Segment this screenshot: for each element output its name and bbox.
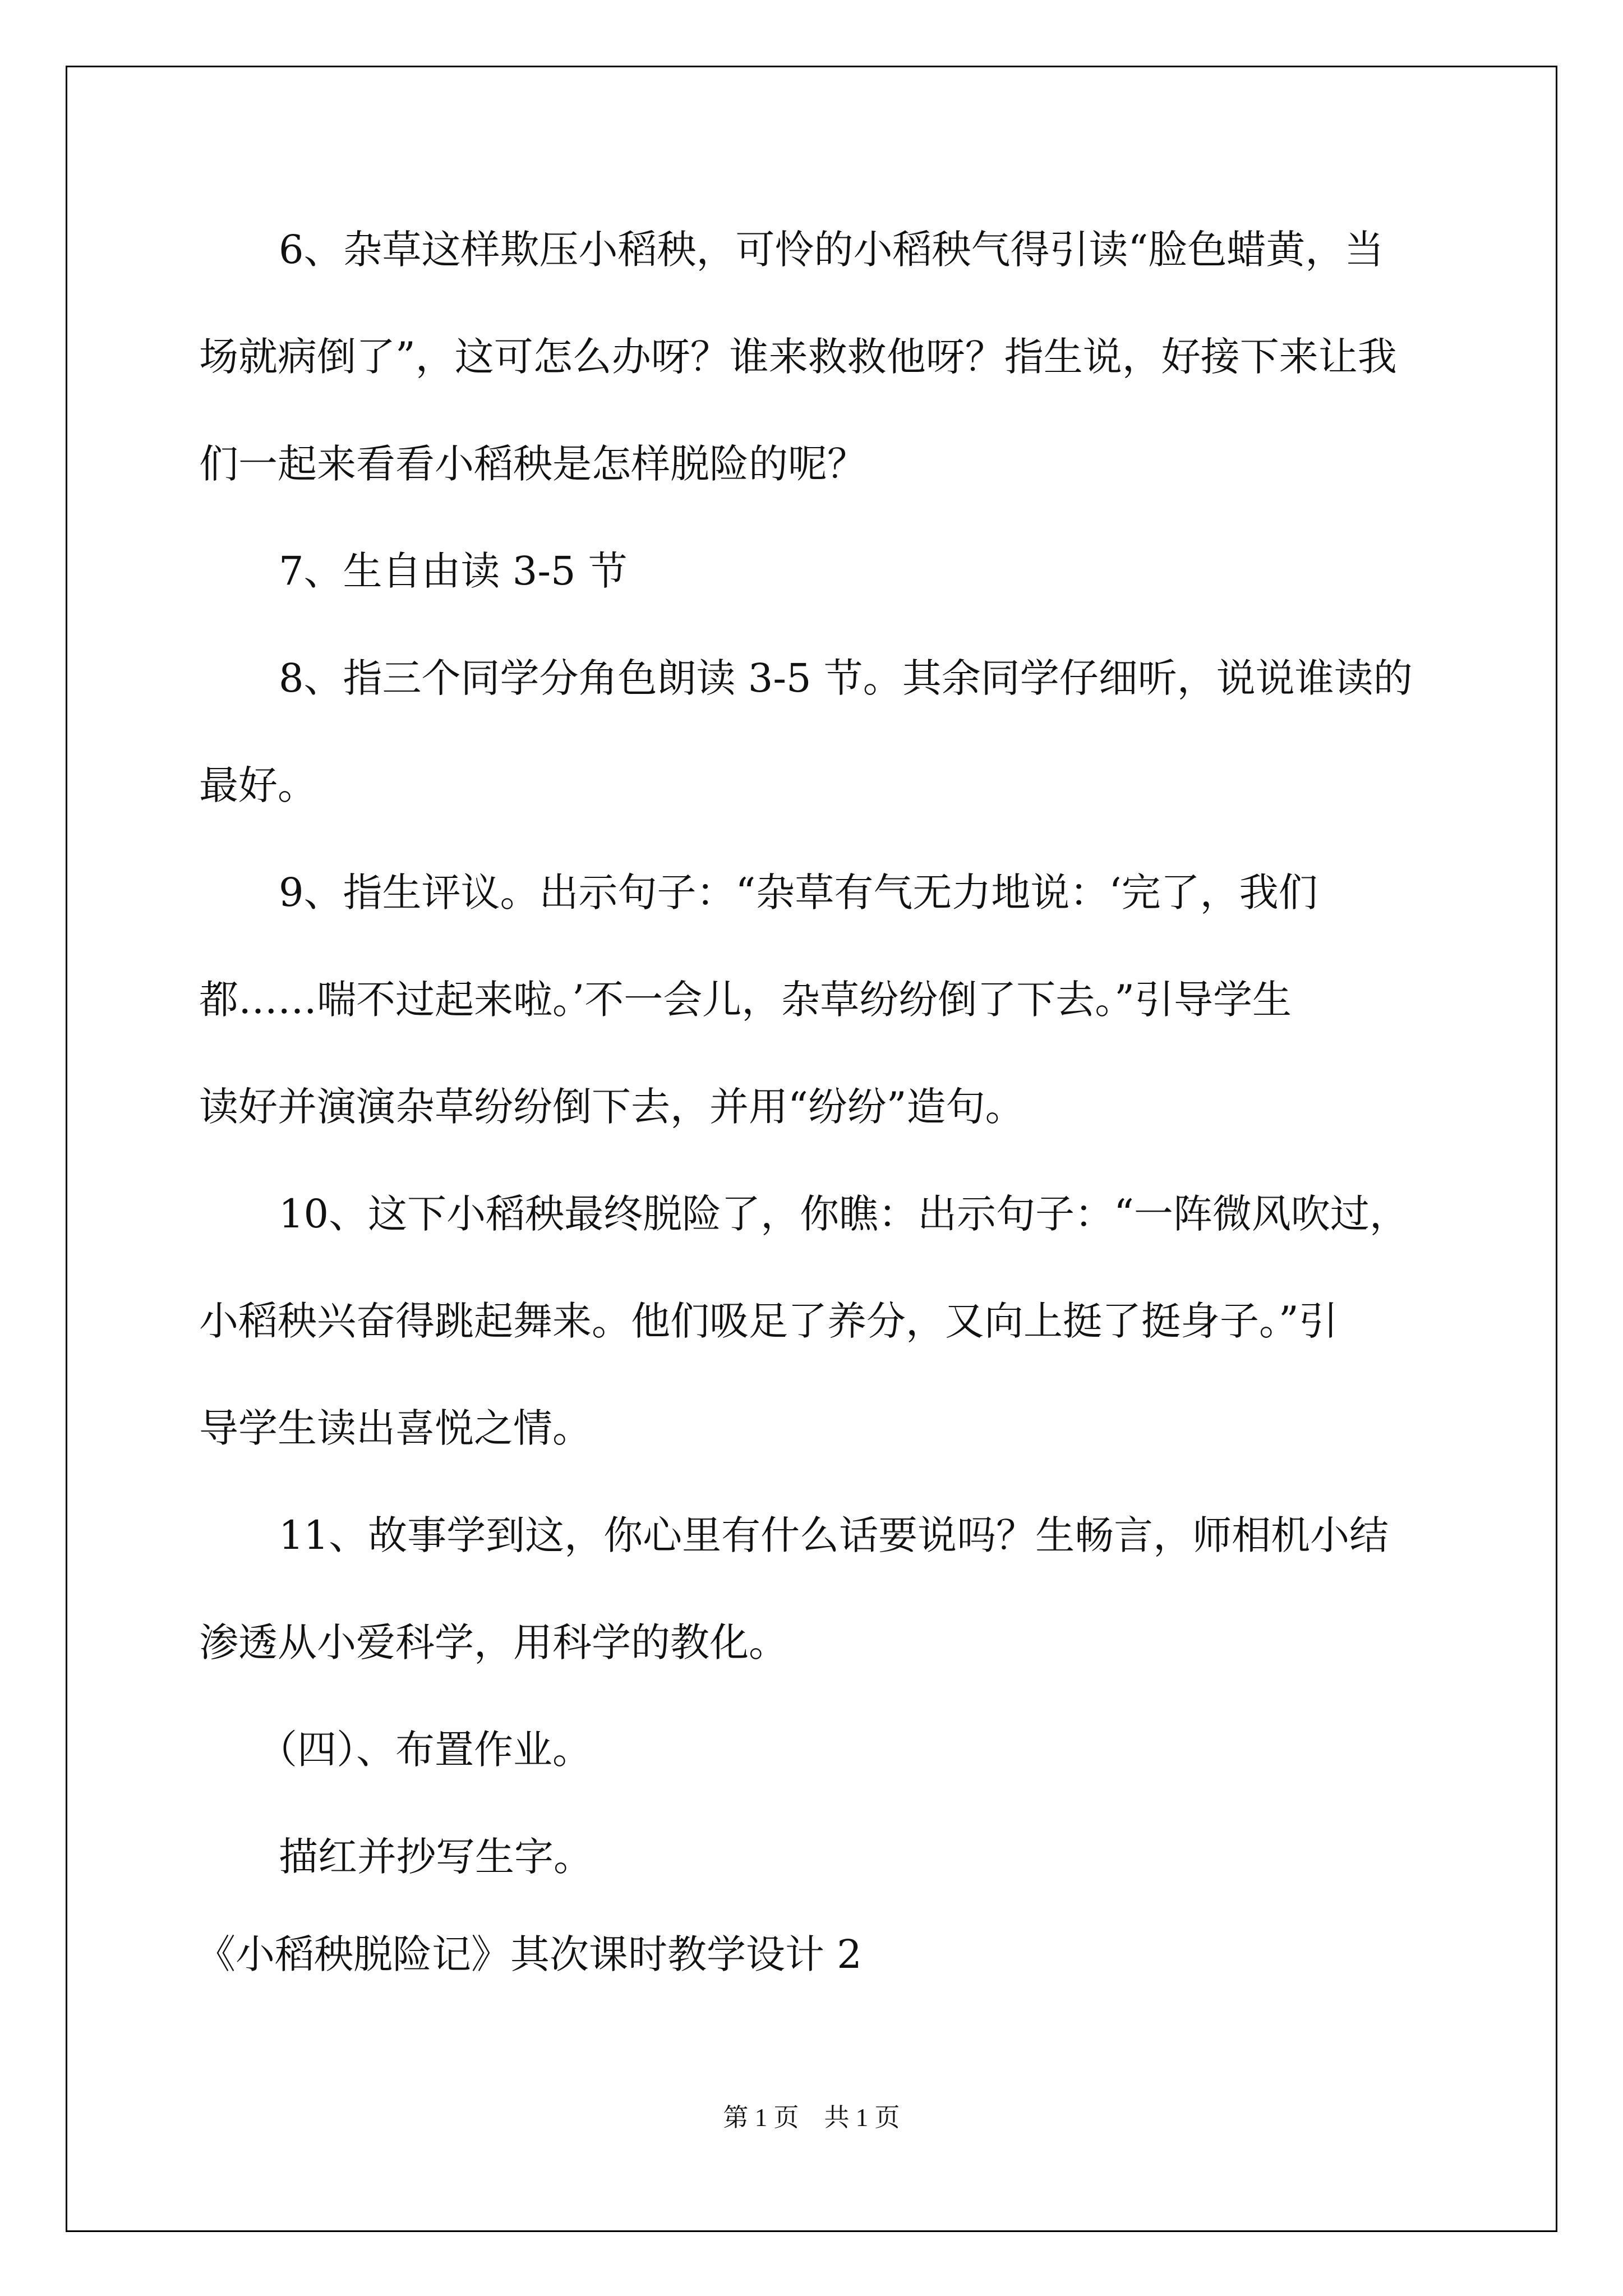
text-line: 们一起来看看小稻秧是怎样脱险的呢？: [199, 441, 866, 487]
text-line: 小稻秧兴奋得跳起舞来。他们吸足了养分，又向上挺了挺身子。”引: [199, 1298, 1338, 1344]
text-line: 最好。: [199, 762, 317, 808]
text-line: 都……喘不过起来啦。’不一会儿，杂草纷纷倒了下去。”引导学生: [199, 977, 1292, 1023]
text-line: 6、杂草这样欺压小稻秧，可怜的小稻秧气得引读“脸色蜡黄，当: [279, 227, 1384, 273]
text-line: 9、指生评议。出示句子：“杂草有气无力地说：‘完了，我们: [279, 869, 1318, 915]
text-line: 读好并演演杂草纷纷倒下去，并用“纷纷”造句。: [199, 1084, 1025, 1130]
text-line: 10、这下小稻秧最终脱险了，你瞧：出示句子：“一阵微风吹过，: [279, 1191, 1409, 1237]
text-line: 导学生读出喜悦之情。: [199, 1405, 592, 1451]
section-heading: （四）、布置作业。: [258, 1727, 592, 1773]
text-line: 场就病倒了”，这可怎么办呀？谁来救救他呀？指生说，好接下来让我: [199, 334, 1397, 380]
text-line: 描红并抄写生字。: [279, 1834, 593, 1880]
text-line: 11、故事学到这，你心里有什么话要说吗？生畅言，师相机小结: [279, 1512, 1389, 1558]
document-title: 《小稻秧脱险记》其次课时教学设计 2: [196, 1931, 862, 1977]
text-line: 7、生自由读 3-5 节: [279, 548, 628, 594]
text-line: 渗透从小爱科学，用科学的教化。: [199, 1619, 788, 1665]
page-footer: 第 1 页 共 1 页: [723, 2104, 900, 2132]
page-border: [66, 66, 1557, 2232]
text-line: 8、指三个同学分角色朗读 3-5 节。其余同学仔细听，说说谁读的: [279, 655, 1413, 701]
